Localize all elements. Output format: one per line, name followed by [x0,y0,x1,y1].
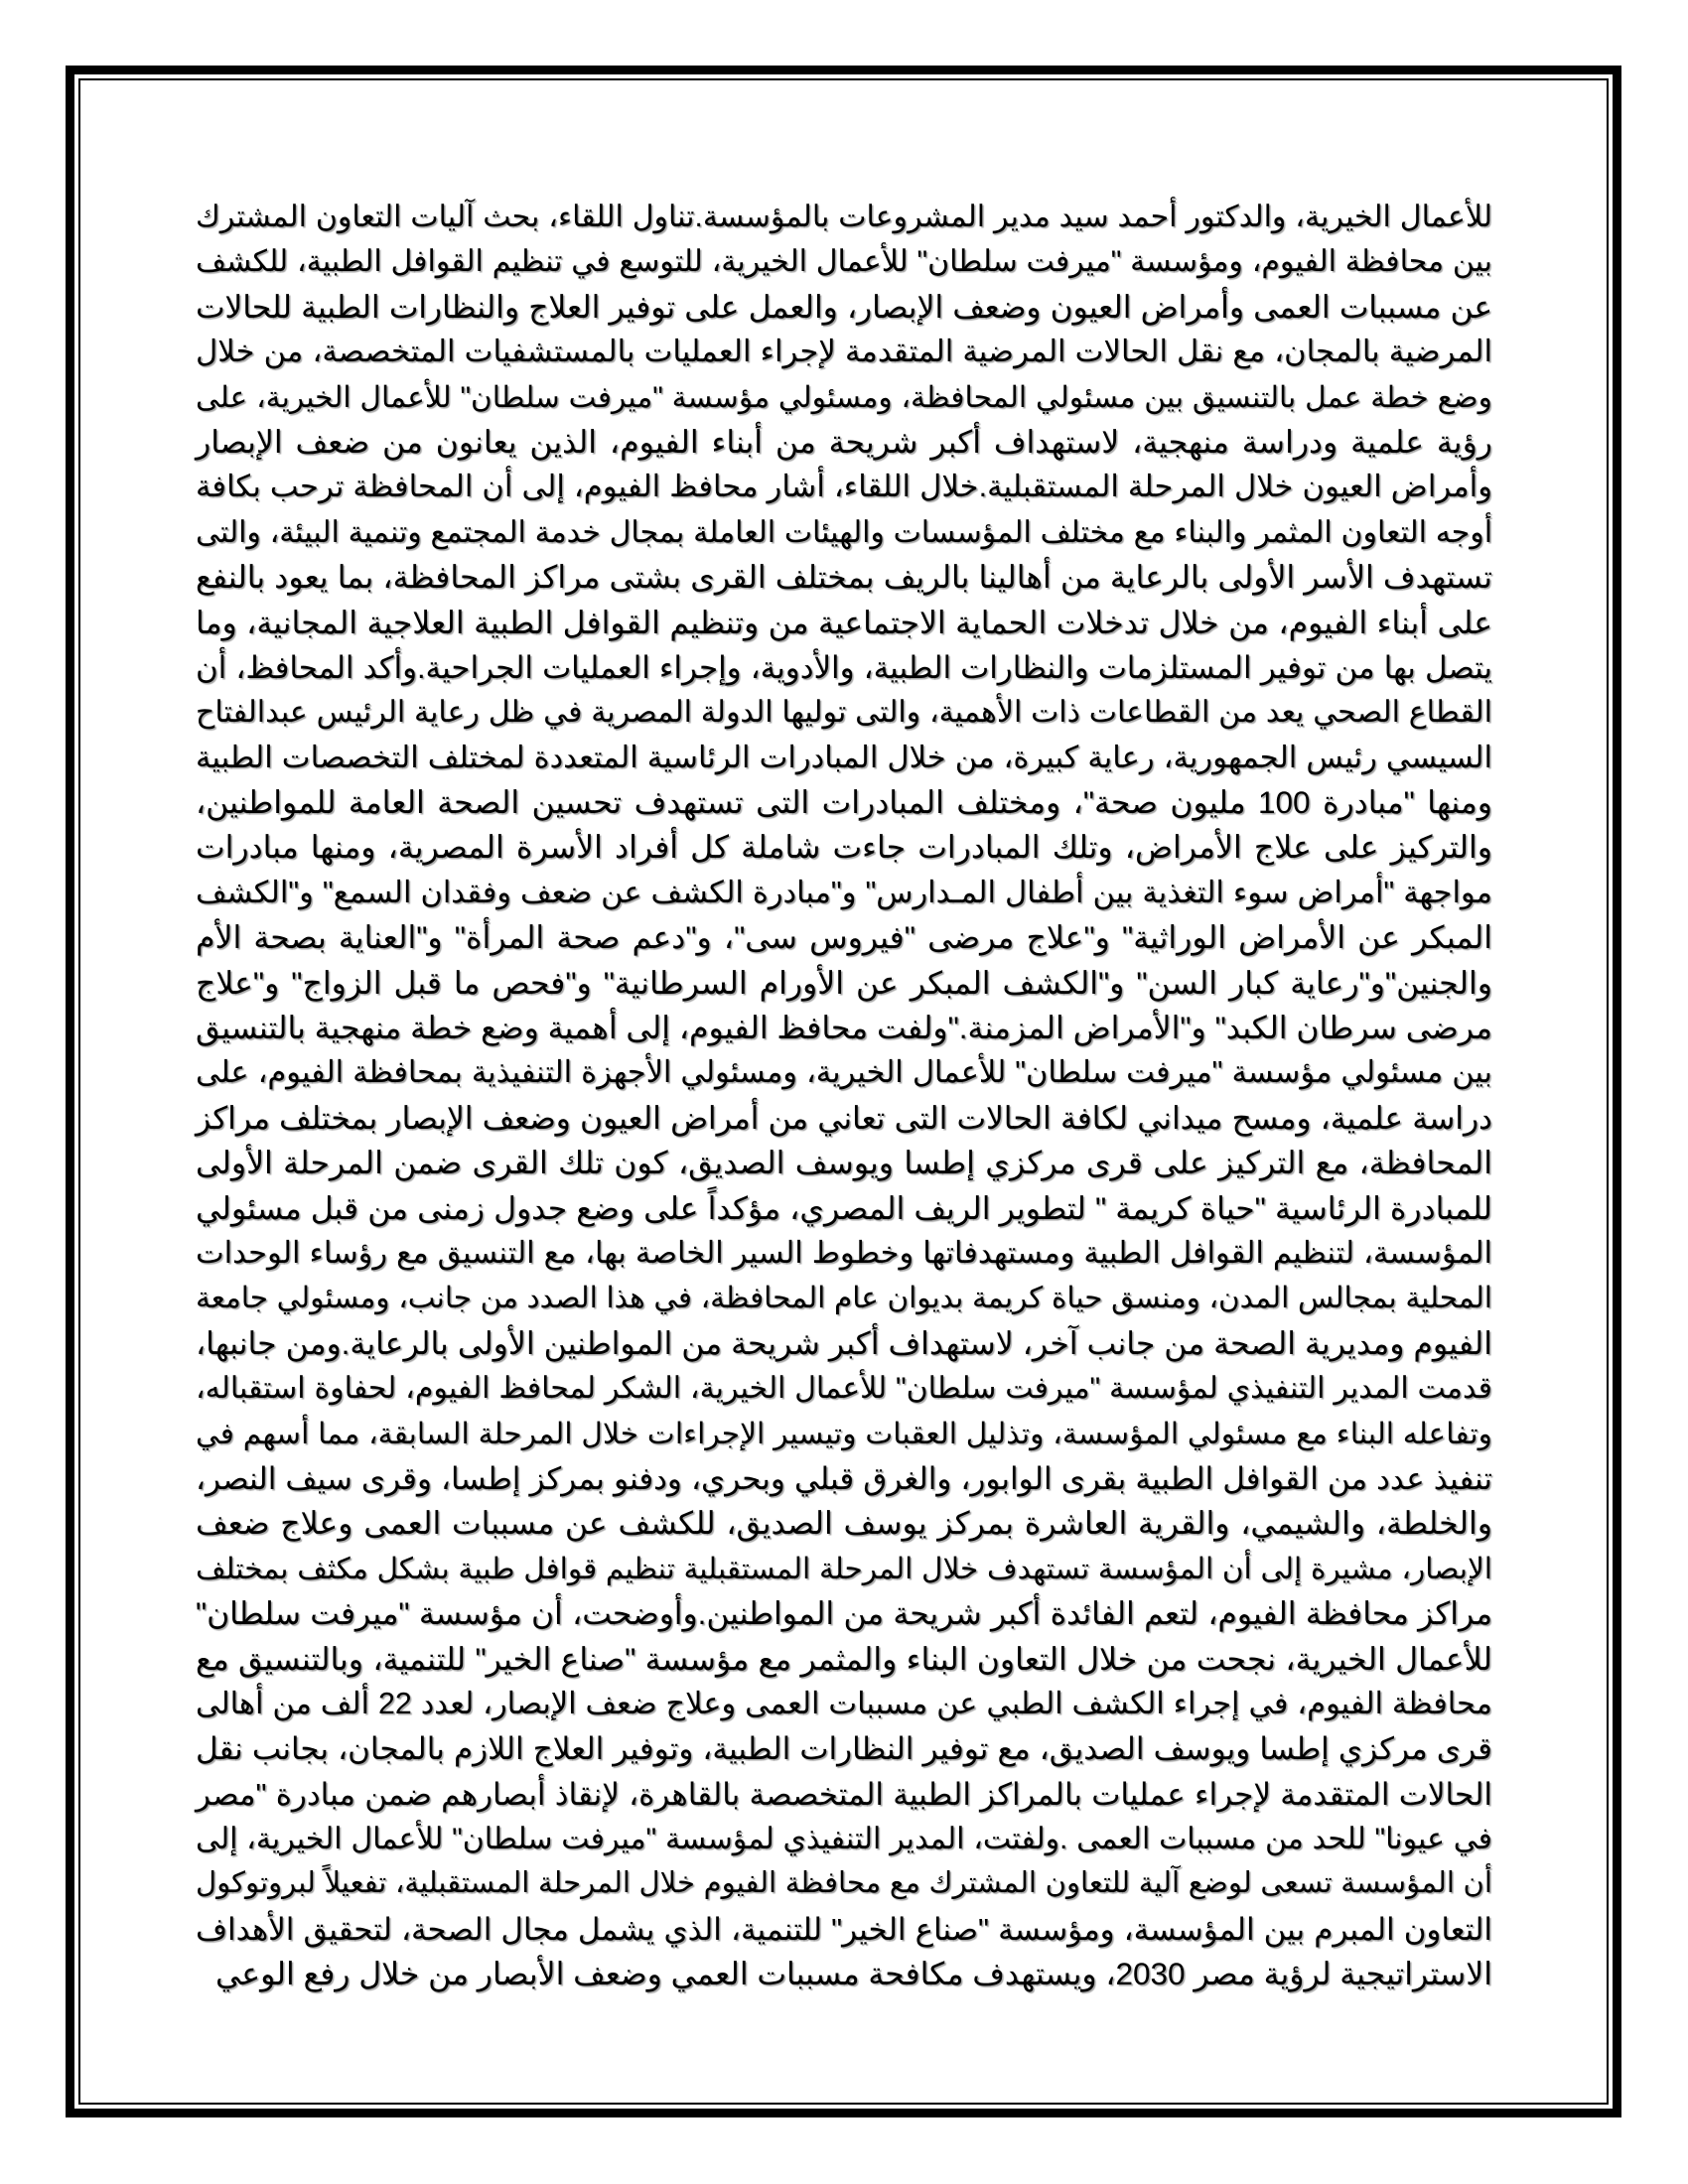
article-line: السيسي رئيس الجمهورية، رعاية كبيرة، من خلال المبادرات الرئاسية المتعددة لمختلف التخصصات الطبية [196,740,1492,774]
article-line: قرى مركزي إطسا ويوسف الصديق، مع توفير النظارات الطبية، وتوفير العلاج اللازم بالمجان، بجانب نقل [196,1731,1492,1767]
article-line: مواجهة "أمراض سوء التغذية بين أطفال المـدارس" و"مبادرة الكشف عن ضعف وفقدان السمع" و"الكشف [196,875,1492,909]
article-line: المؤسسة، لتنظيم القوافل الطبية ومستهدفاتها وخطوط السير الخاصة بها، مع التنسيق مع رؤساء الوحدات [196,1235,1492,1270]
article-line: والخلطة، والشيمي، والقرية العاشرة بمركز يوسف الصديق، للكشف عن مسببات العمى وعلاج ضعف [196,1505,1492,1542]
article-line: ومنها "مبادرة 100 مليون صحة"، ومختلف المبادرات التى تستهدف تحسين الصحة العامة للمواطنين، [196,784,1492,821]
article-line: أوجه التعاون المثمر والبناء مع مختلف المؤسسات والهيئات العاملة بمجال خدمة المجتمع وتنمية البيئة، والتى [196,515,1492,549]
article-line: الفيوم ومديرية الصحة من جانب آخر، لاستهداف أكبر شريحة من المواطنين الأولى بالرعاية.ومن جانبها، [196,1324,1492,1361]
article-line: التعاون المبرم بين المؤسسة، ومؤسسة "صناع الخير" للتنمية، الذي يشمل مجال الصحة، لتحقيق الأهداف [196,1911,1492,1947]
article-line: تنفيذ عدد من القوافل الطبية بقرى الوابور، والغرق قبلي وبحري، ودفنو بمركز إطسا، وقرى سيف النصر، [196,1460,1492,1496]
article-line: وتفاعله البناء مع مسئولي المؤسسة، وتذليل العقبات وتيسير الإجراءات خلال المرحلة السابقة، مما أسهم في [196,1417,1492,1450]
article-line: دراسة علمية، ومسح ميداني لكافة الحالات التى تعاني من أمراض العيون وضعف الإبصار بمختلف مراكز [196,1100,1492,1136]
article-line: رؤية علمية ودراسة منهجية، لاستهداف أكبر شريحة من أبناء الفيوم، الذين يعانون من ضعف الإبصار [196,423,1492,460]
article-line: للأعمال الخيرية، نجحت من خلال التعاون البناء والمثمر مع مؤسسة "صناع الخير" للتنمية، وبالتنسيق مع [196,1640,1492,1677]
article-line: بين مسئولي مؤسسة "ميرفت سلطان" للأعمال الخيرية، ومسئولي الأجهزة التنفيذية بمحافظة الفيوم، على [196,1055,1492,1090]
article-line: على أبناء الفيوم، من خلال تدخلات الحماية الاجتماعية من وتنظيم القوافل الطبية العلاجية المجانية، وما [196,604,1492,640]
article-line: الحالات المتقدمة لإجراء عمليات بالمراكز الطبية المتخصصة بالقاهرة، لإنقاذ أبصارهم ضمن مبادرة "مصر [196,1776,1492,1812]
article-line: القطاع الصحي يعد من القطاعات ذات الأهمية، والتى توليها الدولة المصرية في ظل رعاية الرئيس عبدالفتاح [196,696,1492,730]
article-line: يتصل بها من توفير المستلزمات والنظارات الطبية، والأدوية، وإجراء العمليات الجراحية.وأكد المحافظ، أن [196,649,1492,685]
article-line: وضع خطة عمل بالتنسيق بين مسئولي المحافظة، ومسئولي مؤسسة "ميرفت سلطان" للأعمال الخيرية، على [196,380,1492,414]
article-line: للأعمال الخيرية، والدكتور أحمد سيد مدير المشروعات بالمؤسسة.تناول اللقاء، بحث آليات التعاون المشترك [196,201,1492,233]
article-line: وأمراض العيون خلال المرحلة المستقبلية.خلال اللقاء، أشار محافظ الفيوم، إلى أن المحافظة ترحب بكافة [196,470,1492,504]
article-line: بين محافظة الفيوم، ومؤسسة "ميرفت سلطان" للأعمال الخيرية، للتوسع في تنظيم القوافل الطبية، للكشف [196,245,1492,279]
article-line: المحافظة، مع التركيز على قرى مركزي إطسا ويوسف الصديق، كون تلك القرى ضمن المرحلة الأولى [196,1145,1492,1181]
article-line: مراكز محافظة الفيوم، لتعم الفائدة أكبر شريحة من المواطنين.وأوضحت، أن مؤسسة "ميرفت سلطان" [196,1596,1492,1632]
article-line: عن مسببات العمى وأمراض العيون وضعف الإبصار، والعمل على توفير العلاج والنظارات الطبية للحالات [196,289,1492,325]
article-line: الإبصار، مشيرة إلى أن المؤسسة تستهدف خلال المرحلة المستقبلية تنظيم قوافل طبية بشكل مكثف بمختلف [196,1552,1492,1585]
article-line: للمبادرة الرئاسية "حياة كريمة " لتطوير الريف المصري، مؤكداً على وضع جدول زمنى من قبل مسئولي [196,1189,1492,1226]
article-line: الاستراتيجية لرؤية مصر 2030، ويستهدف مكافحة مسببات العمي وضعف الأبصار من خلال رفع الوعي [215,1956,1492,1992]
article-line: أن المؤسسة تسعى لوضع آلية للتعاون المشترك مع محافظة الفيوم خلال المرحلة المستقبلية، تفعيلاً لبروتوكول [196,1867,1492,1900]
article-line: قدمت المدير التنفيذي لمؤسسة "ميرفت سلطان" للأعمال الخيرية، الشكر لمحافظ الفيوم، لحفاوة استقباله، [196,1372,1492,1406]
article-line: المحلية بمجالس المدن، ومنسق حياة كريمة بديوان عام المحافظة، في هذا الصدد من جانب، ومسئولي جامعة [196,1282,1492,1315]
article-line: المرضية بالمجان، مع نقل الحالات المرضية المتقدمة لإجراء العمليات بالمستشفيات المتخصصة، من خلال [196,335,1492,369]
article-line: مرضى سرطان الكبد" و"الأمراض المزمنة."ولفت محافظ الفيوم، إلى أهمية وضع خطة منهجية بالتنسيق [196,1010,1492,1046]
article-line: في عيونا" للحد من مسببات العمى .ولفتت، المدير التنفيذي لمؤسسة "ميرفت سلطان" للأعمال الخيرية، إلى [196,1823,1492,1856]
article-line: والتركيز على علاج الأمراض، وتلك المبادرات جاءت شاملة كل أفراد الأسرة المصرية، ومنها مبادرات [196,829,1492,866]
article-line: تستهدف الأسر الأولى بالرعاية من أهالينا بالريف بمختلف القرى بشتى مراكز المحافظة، بما يعود بالنفع [196,559,1492,596]
article-body [196,195,1492,1997]
article-line: المبكر عن الأمراض الوراثية" و"علاج مرضى "فيروس سى"، و"دعم صحة المرأة" و"العناية بصحة الأم [196,919,1492,956]
article-line: محافظة الفيوم، في إجراء الكشف الطبي عن مسببات العمى وعلاج ضعف الإبصار، لعدد 22 ألف من أهالى [196,1686,1492,1720]
article-line: والجنين"و"رعاية كبار السن" و"الكشف المبكر عن الأورام السرطانية" و"فحص ما قبل الزواج" و"علاج [196,964,1492,1001]
